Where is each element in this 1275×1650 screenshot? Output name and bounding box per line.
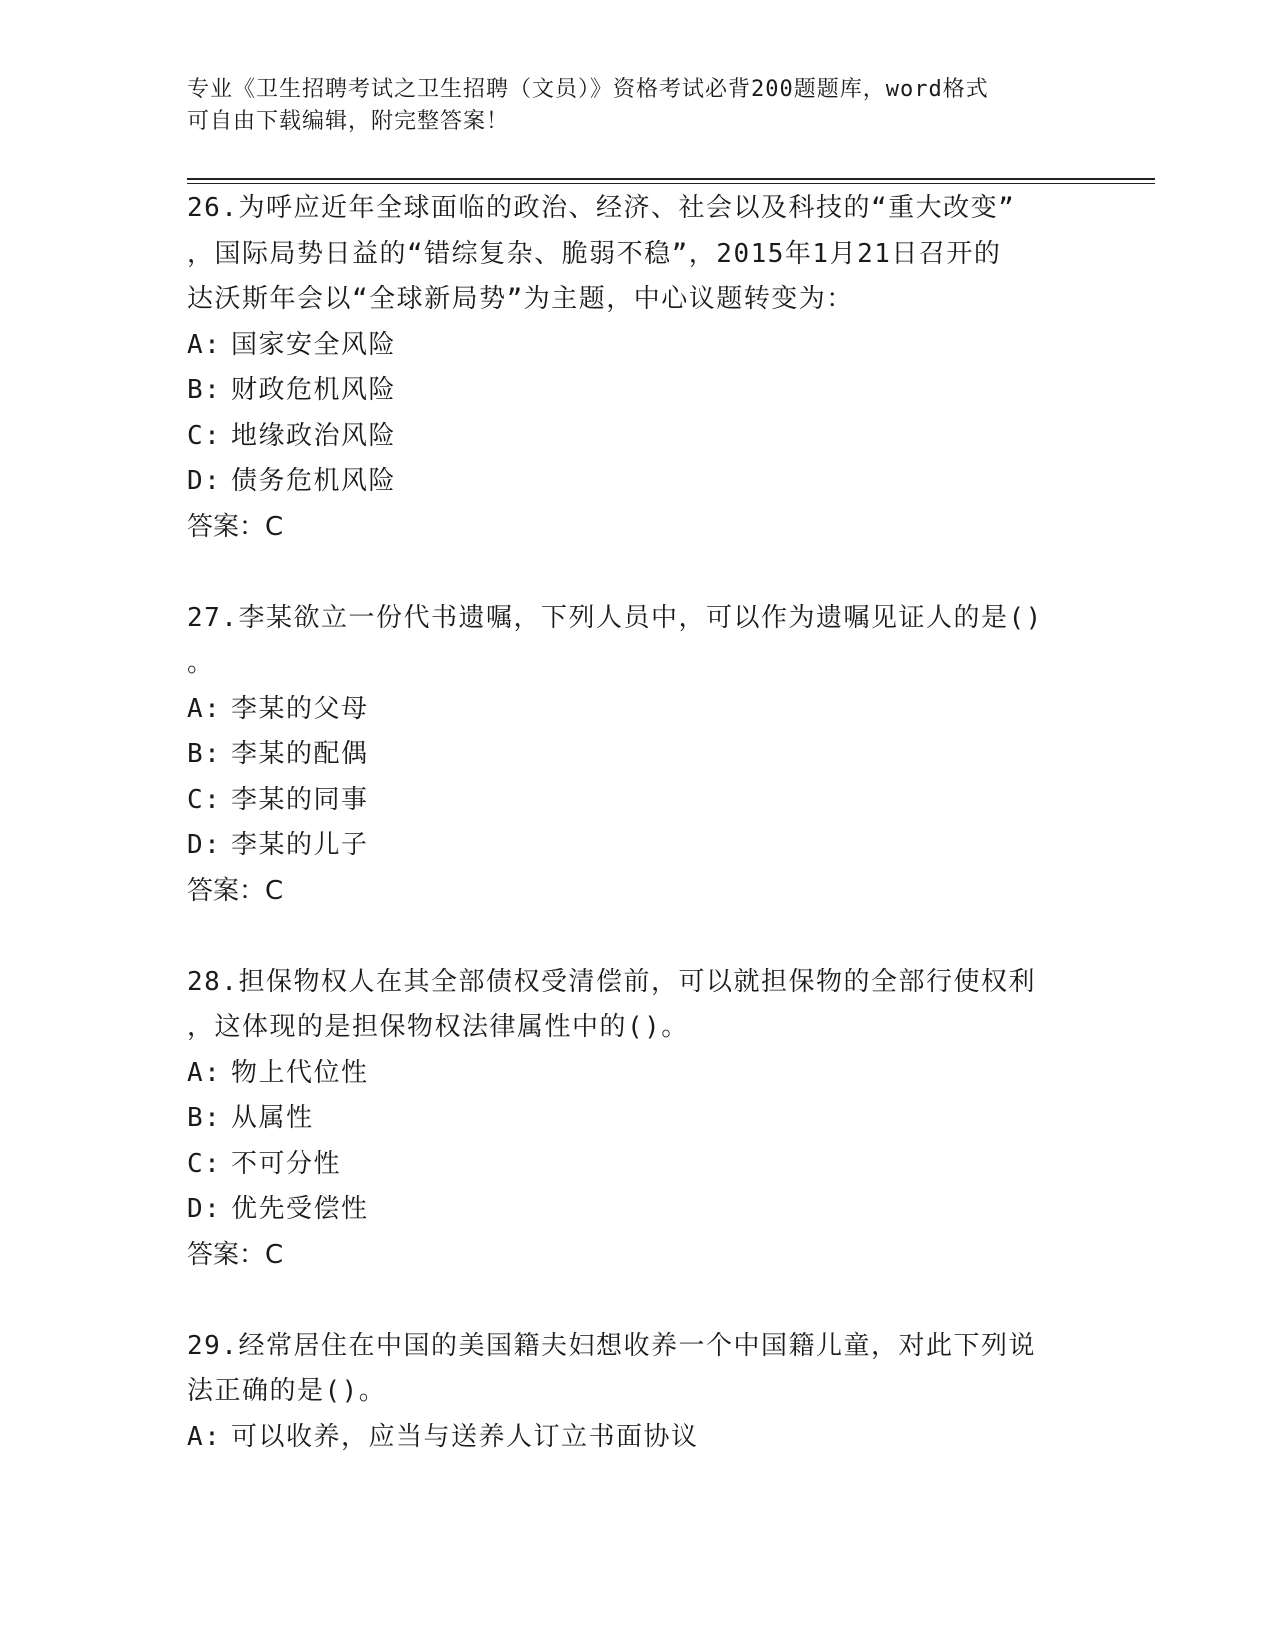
option-a [187,1051,1107,1097]
header-divider-thick [187,178,1155,180]
header-divider-thin [187,183,1155,184]
question-text-line: 28.担保物权人在其全部债权受清偿前，可以就担保物的全部行使权利 [187,966,1036,997]
option-key: C: [187,1148,222,1179]
question-spacer [187,914,1107,960]
option-text: 李某的儿子 [231,830,369,860]
option-c [187,1142,1107,1188]
option-text: 不可分性 [231,1148,342,1179]
question-27 [187,596,1107,915]
option-key: C: [187,784,222,815]
option-d [187,459,1107,505]
option-text: 财政危机风险 [231,375,397,405]
option-text: 优先受偿性 [231,1194,369,1224]
option-c [187,414,1107,460]
option-b [187,1096,1107,1142]
answer-line: 答案：C [187,1239,284,1270]
option-key: B: [187,739,222,769]
question-text-line: 。 [187,648,215,678]
question-28 [187,960,1107,1279]
option-text: 可以收养，应当与送养人订立书面协议 [231,1421,699,1452]
question-text-line: 27.李某欲立一份代书遗嘱，下列人员中，可以作为遗嘱见证人的是() [187,602,1043,633]
question-list [187,186,1107,1460]
option-key: C: [187,420,222,451]
document-header [187,74,1087,138]
option-b [187,732,1107,778]
option-text: 李某的配偶 [231,739,369,769]
answer-line: 答案：C [187,875,284,906]
option-d [187,1187,1107,1233]
option-a [187,687,1107,733]
question-text-line: 26.为呼应近年全球面临的政治、经济、社会以及科技的“重大改变” [187,193,1016,223]
question-spacer [187,550,1107,596]
header-line-2: 可自由下载编辑，附完整答案！ [187,109,510,134]
option-text: 国家安全风险 [231,329,397,360]
option-text: 李某的父母 [231,693,369,724]
question-text-line: 法正确的是()。 [187,1376,387,1406]
option-b [187,368,1107,414]
option-a [187,1415,1107,1461]
option-key: A: [187,1057,222,1088]
question-29 [187,1324,1107,1461]
question-text-line: 29.经常居住在中国的美国籍夫妇想收养一个中国籍儿童，对此下列说 [187,1330,1036,1361]
option-c [187,778,1107,824]
question-text-line: ，这体现的是担保物权法律属性中的()。 [187,1012,689,1042]
option-key: A: [187,693,222,724]
option-key: D: [187,1194,222,1224]
option-text: 从属性 [231,1103,314,1133]
question-text-line: ，国际局势日益的“错综复杂、脆弱不稳”，2015年1月21日召开的 [187,238,1002,269]
answer-line: 答案：C [187,511,284,542]
question-spacer [187,1278,1107,1324]
question-26 [187,186,1107,550]
option-d [187,823,1107,869]
option-key: B: [187,375,222,405]
option-text: 物上代位性 [231,1057,369,1088]
option-a [187,323,1107,369]
option-key: D: [187,466,222,496]
option-text: 李某的同事 [231,784,369,815]
option-key: B: [187,1103,222,1133]
option-key: D: [187,830,222,860]
option-key: A: [187,329,222,360]
option-text: 债务危机风险 [231,466,397,496]
option-key: A: [187,1421,222,1452]
header-line-1: 专业《卫生招聘考试之卫生招聘（文员）》资格考试必背200题题库，word格式 [187,77,989,102]
option-text: 地缘政治风险 [231,420,397,451]
question-text-line: 达沃斯年会以“全球新局势”为主题，中心议题转变为： [187,284,854,314]
